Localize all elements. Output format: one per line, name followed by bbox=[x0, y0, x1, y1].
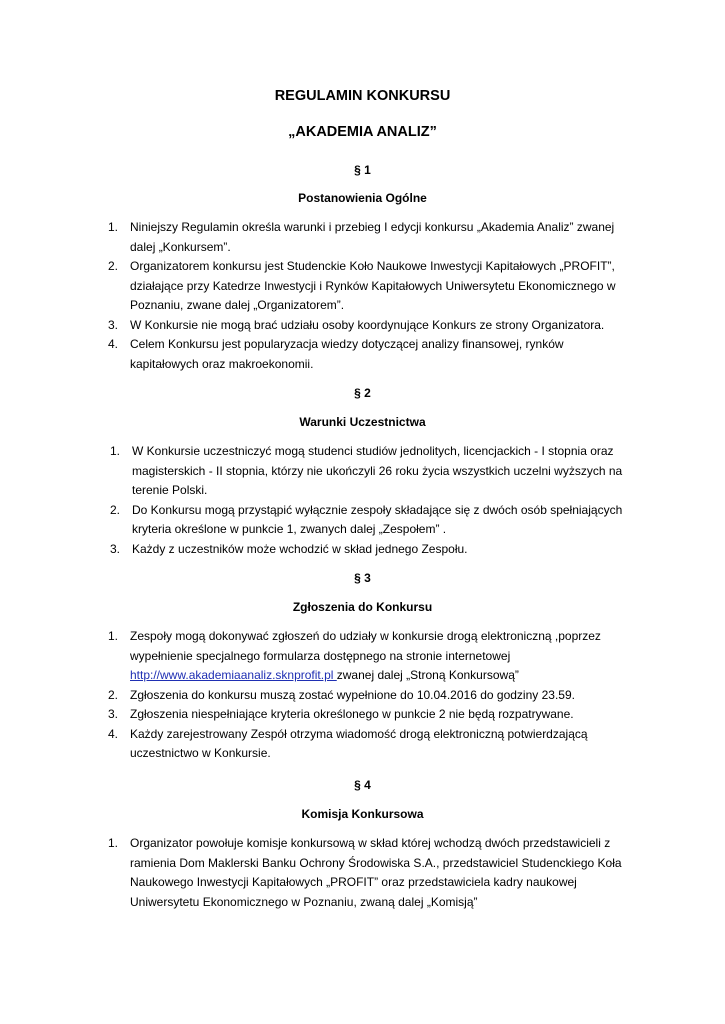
section-4-list bbox=[108, 834, 630, 912]
section-2-heading: Warunki Uczestnictwa bbox=[299, 415, 426, 429]
document-title: REGULAMIN KONKURSU bbox=[274, 88, 451, 104]
list-item: 3. Zgłoszenia niespełniające kryteria określonego w punkcie 2 nie będą rozpatrywane. bbox=[108, 707, 574, 721]
list-item: 1. W Konkursie uczestniczyć mogą studenci studiów jednolitych, licencjackich - I stopnia oraz magisterskich - II stopnia, którzy nie ukończyli 26 roku życia wszystkich uczelni wyższych na terenie Polski. bbox=[110, 444, 623, 497]
section-4-heading: Komisja Konkursowa bbox=[301, 807, 424, 821]
list-item: 1. Niniejszy Regulamin określa warunki i przebieg I edycji konkursu „Akademia Analiz” zwanej dalej „Konkursem”. bbox=[108, 220, 615, 254]
section-3-list bbox=[108, 627, 630, 764]
list-item: 3. Każdy z uczestników może wchodzić w skład jednego Zespołu. bbox=[110, 541, 468, 556]
list-item: 4. Każdy zarejestrowany Zespół otrzyma wiadomość drogą elektroniczną potwierdzającą uczestnictwo w Konkursie. bbox=[108, 726, 588, 760]
list-item: 3. W Konkursie nie mogą brać udziału osoby koordynujące Konkurs ze strony Organizatora. bbox=[108, 317, 605, 332]
list-item: 4. Celem Konkursu jest popularyzacja wiedzy dotyczącej analizy finansowej, rynków kapitałowych oraz makroekonomii. bbox=[108, 337, 564, 371]
section-2-list bbox=[110, 442, 630, 559]
section-3-paragraph-mark: § 3 bbox=[354, 571, 371, 585]
list-item: 1. Organizator powołuje komisje konkursową w skład której wchodzą dwóch przedstawicieli z ramienia Dom Maklerski Banku Ochrony Środowiska S.A., przedstawiciel Studenckiego Koła Naukowego Inwestycji Kapitałowych „PROFIT” oraz przedstawiciela kadry naukowej Uniwersytetu Ekonomicznego w Poznaniu, zwaną dalej „Komisją” bbox=[108, 836, 622, 909]
section-2-paragraph-mark: § 2 bbox=[354, 386, 371, 400]
section-1-list bbox=[108, 218, 630, 374]
section-1-heading: Postanowienia Ogólne bbox=[298, 191, 427, 205]
list-item: 2. Zgłoszenia do konkursu muszą zostać wypełnione do 10.04.2016 do godziny 23.59. bbox=[108, 687, 575, 702]
list-item: 2. Do Konkursu mogą przystąpić wyłącznie zespoły składające się z dwóch osób spełniających kryteria określone w punkcie 1, zwanych dalej „Zespołem” . bbox=[110, 502, 623, 536]
section-3-heading: Zgłoszenia do Konkursu bbox=[292, 600, 433, 614]
list-item: 2. Organizatorem konkursu jest Studenckie Koło Naukowe Inwestycji Kapitałowych „PROFIT”, działające przy Katedrze Inwestycji i Rynków Kapitałowych Uniwersytetu Ekonomicznego w Poznaniu, zwane dalej „Organizatorem”. bbox=[108, 259, 616, 312]
section-4-paragraph-mark: § 4 bbox=[354, 778, 371, 792]
section-1-paragraph-mark: § 1 bbox=[354, 163, 371, 177]
document-subtitle: „AKADEMIA ANALIZ” bbox=[288, 124, 437, 140]
contest-website-link[interactable]: http://www.akademiaanaliz.sknprofit.pl bbox=[130, 668, 337, 682]
list-item: 1. Zespoły mogą dokonywać zgłoszeń do udziały w konkursie drogą elektroniczną ,poprzez wypełnienie specjalnego formularza dostępnego na stronie internetowej http://www.akademiaanaliz.sknprofit.pl zwanej dalej „Stroną Konkursową” bbox=[108, 629, 601, 682]
